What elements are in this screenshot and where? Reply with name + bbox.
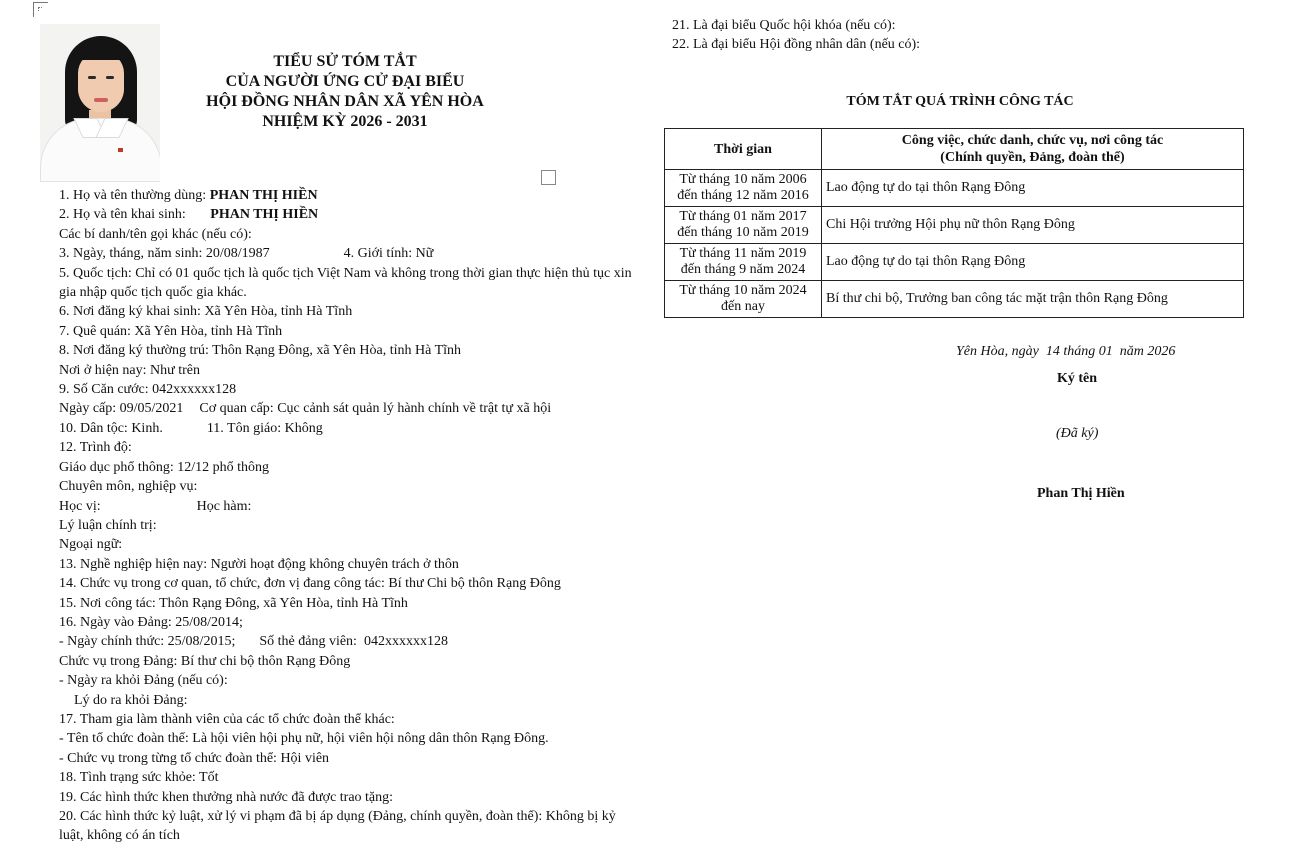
birth-name-value: PHAN THỊ HIỀN <box>210 207 319 223</box>
nationality-text: 5. Quốc tịch: Chỉ có 01 quốc tịch là quốc tịch Việt Nam và không trong thời gian thực hiện thủ tục xin gia nhập quốc tịch quốc gia khác. <box>59 265 632 301</box>
place-date-line: Yên Hòa, ngày 14 tháng 01 năm 2026 <box>956 344 1176 359</box>
table-row <box>665 281 1244 318</box>
id-number-line: 9. Số Căn cước: 042xxxxxx128 <box>59 382 237 398</box>
organizations-line: 17. Tham gia làm thành viên của các tổ chức đoàn thể khác: <box>59 711 395 727</box>
current-address-line: Nơi ở hiện nay: Như trên <box>59 362 200 378</box>
ethnicity-religion-line: 10. Dân tộc: Kinh. 11. Tôn giáo: Không <box>59 420 323 436</box>
common-name-value: PHAN THỊ HIỀN <box>209 188 318 203</box>
signature-label: Ký tên <box>1057 371 1098 386</box>
discipline-text: 20. Các hình thức kỷ luật, xử lý vi phạm đã bị áp dụng (Đảng, chính quyền, đoàn thể): Không bị kỷ luật, không có án tích <box>59 809 616 844</box>
table-row <box>665 170 1244 207</box>
row-work: Chi Hội trưởng Hội phụ nữ thôn Rạng Đông <box>822 207 1244 244</box>
birth-registration-line: 6. Nơi đăng ký khai sinh: Xã Yên Hòa, tỉnh Hà Tĩnh <box>59 304 353 320</box>
heading-line-2: CỦA NGƯỜI ỨNG CỬ ĐẠI BIỂU <box>225 73 465 90</box>
checkbox[interactable] <box>541 170 556 185</box>
general-education-line: Giáo dục phổ thông: 12/12 phổ thông <box>59 459 269 475</box>
peoples-council-line: 22. Là đại biểu Hội đồng nhân dân (nếu có): <box>672 37 921 52</box>
row-time: Từ tháng 01 năm 2017 đến tháng 10 năm 2019 <box>665 207 822 244</box>
foreign-language-line: Ngoại ngữ: <box>59 537 123 553</box>
organization-name-line: - Tên tổ chức đoàn thể: Là hội viên hội phụ nữ, hội viên hội nông dân thôn Rạng Đông. <box>59 731 549 747</box>
table-row <box>665 207 1244 244</box>
work-column-header: Công việc, chức danh, chức vụ, nơi công tác (Chính quyền, Đảng, đoàn thể) <box>822 129 1244 170</box>
awards-line: 19. Các hình thức khen thưởng nhà nước đã được trao tặng: <box>59 789 394 805</box>
row-time: Từ tháng 10 năm 2024 đến nay <box>665 281 822 318</box>
heading-line-3: HỘI ĐỒNG NHÂN DÂN XÃ YÊN HÒA <box>206 93 484 110</box>
row-work: Bí thư chi bộ, Trưởng ban công tác mặt trận thôn Rạng Đông <box>822 281 1244 318</box>
dob-gender-line <box>59 244 649 263</box>
occupation-line: 13. Nghề nghiệp hiện nay: Người hoạt động không chuyên trách ở thôn <box>59 556 459 572</box>
candidate-photo <box>40 24 160 182</box>
biography-fields <box>59 186 649 846</box>
signer-name: Phan Thị Hiền <box>1037 486 1125 501</box>
organization-role-line: - Chức vụ trong từng tổ chức đoàn thể: Hội viên <box>59 750 330 766</box>
work-history-table <box>664 128 1244 318</box>
party-join-line: 16. Ngày vào Đảng: 25/08/2014; <box>59 614 243 630</box>
row-time: Từ tháng 10 năm 2006 đến tháng 12 năm 2016 <box>665 170 822 207</box>
workplace-line: 15. Nơi công tác: Thôn Rạng Đông, xã Yên Hòa, tỉnh Hà Tĩnh <box>59 595 408 611</box>
delegate-fields <box>672 16 920 54</box>
row-work: Lao động tự do tại thôn Rạng Đông <box>822 170 1244 207</box>
signed-note: (Đã ký) <box>1056 426 1099 441</box>
health-line: 18. Tình trạng sức khỏe: Tốt <box>59 770 219 786</box>
political-theory-line: Lý luận chính trị: <box>59 517 157 533</box>
party-official-line: - Ngày chính thức: 25/08/2015; Số thẻ đảng viên: 042xxxxxx128 <box>59 634 448 650</box>
aliases-line: Các bí danh/tên gọi khác (nếu có): <box>59 226 252 242</box>
time-column-header: Thời gian <box>665 129 822 170</box>
common-name-line: 1. Họ và tên thường dùng: PHAN THỊ HIỀN <box>59 188 318 203</box>
dob-text: 3. Ngày, tháng, năm sinh: 20/08/1987 <box>59 246 270 262</box>
education-label: 12. Trình độ: <box>59 440 132 456</box>
hometown-line: 7. Quê quán: Xã Yên Hòa, tỉnh Hà Tĩnh <box>59 323 283 339</box>
row-time: Từ tháng 11 năm 2019 đến tháng 9 năm 2024 <box>665 244 822 281</box>
id-issue-line: Ngày cấp: 09/05/2021 Cơ quan cấp: Cục cảnh sát quản lý hành chính về trật tự xã hội <box>59 401 552 417</box>
profession-line: Chuyên môn, nghiệp vụ: <box>59 479 198 495</box>
table-row <box>665 244 1244 281</box>
birth-name-line: 2. Họ và tên khai sinh: PHAN THỊ HIỀN <box>59 207 319 223</box>
heading-line-1: TIỂU SỬ TÓM TẮT <box>273 53 417 70</box>
degree-line: Học vị: Học hàm: <box>59 498 252 514</box>
party-leave-line: - Ngày ra khỏi Đảng (nếu có): <box>59 673 228 689</box>
position-line: 14. Chức vụ trong cơ quan, tổ chức, đơn vị đang công tác: Bí thư Chi bộ thôn Rạng Đông <box>59 576 561 592</box>
residence-line: 8. Nơi đăng ký thường trú: Thôn Rạng Đông, xã Yên Hòa, tỉnh Hà Tĩnh <box>59 343 462 359</box>
gender-text: 4. Giới tính: Nữ <box>343 246 434 262</box>
party-position-line: Chức vụ trong Đảng: Bí thư chi bộ thôn Rạng Đông <box>59 653 351 669</box>
table-header-row <box>665 129 1244 170</box>
corner-mark <box>33 2 48 17</box>
work-history-title: TÓM TẮT QUÁ TRÌNH CÔNG TÁC <box>846 94 1074 109</box>
row-work: Lao động tự do tại thôn Rạng Đông <box>822 244 1244 281</box>
heading-line-4: NHIỆM KỲ 2026 - 2031 <box>262 113 428 130</box>
document-heading <box>175 52 515 132</box>
national-assembly-line: 21. Là đại biểu Quốc hội khóa (nếu có): <box>672 18 896 33</box>
party-leave-reason-line: Lý do ra khỏi Đảng: <box>74 692 188 708</box>
